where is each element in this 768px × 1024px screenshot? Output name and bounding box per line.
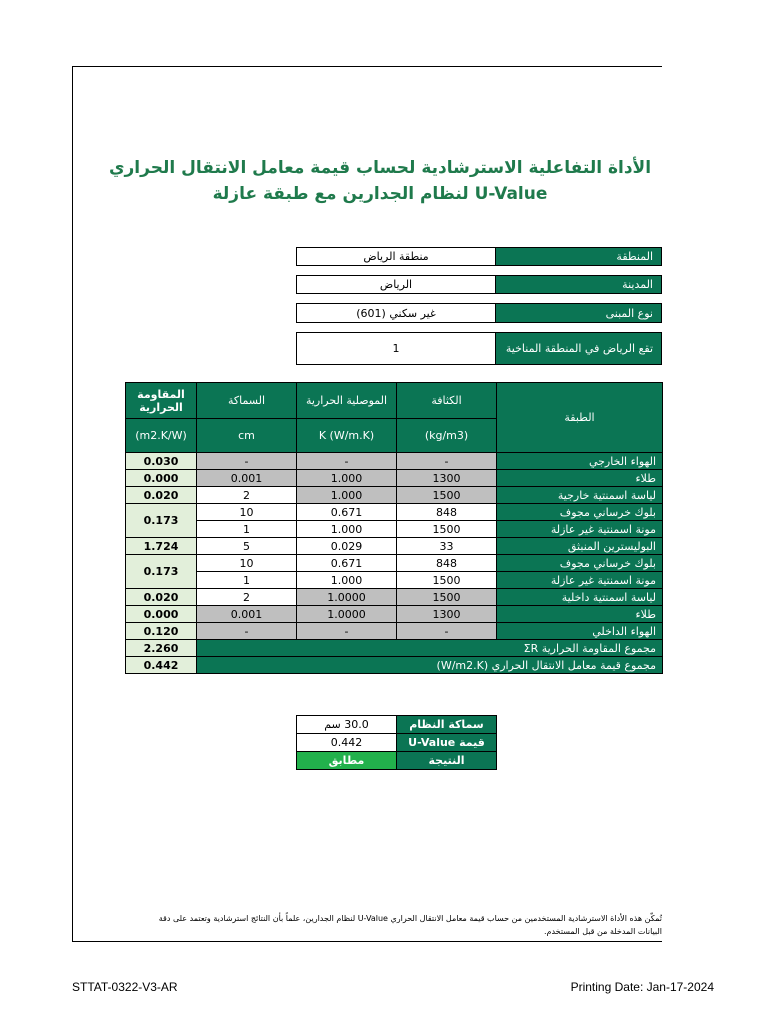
summary-row [297,752,497,770]
header-conductivity: الموصلية الحرارية [297,383,397,419]
cell-density: 1300 [397,470,497,487]
cell-thickness[interactable]: 2 [197,487,297,504]
cell-resistance: 0.173 [126,504,197,538]
header-density: الكثافة [397,383,497,419]
info-building-type-label: نوع المبنى [495,304,661,322]
cell-thickness: - [197,453,297,470]
cell-density[interactable]: 848 [397,504,497,521]
cell-conductivity: 1.000 [297,470,397,487]
cell-layer-name: طلاء [497,606,663,623]
note-line-1: تُمكّن هذه الأداة الاسترشادية المستخدمين من حساب قيمة معامل الانتقال الحراري U-Value لنظام الجدارين، علماً بأن النتائج استرشادية وتعتمد على دقة [158,914,662,923]
cell-conductivity: - [297,453,397,470]
info-climate-zone-value: 1 [297,333,495,364]
info-building-type [296,303,662,323]
cell-density: 1500 [397,487,497,504]
cell-layer-name: البوليسترين المنبثق [497,538,663,555]
cell-layer-name: بلوك خرساني مجوف [497,555,663,572]
printing-date: Printing Date: Jan-17-2024 [570,980,714,994]
cell-layer-name: الهواء الخارجي [497,453,663,470]
cell-layer-name: مونة اسمنتية غير عازلة [497,572,663,589]
table-row [126,538,663,555]
note-line-2: البيانات المدخلة من قبل المستخدم. [543,927,662,936]
cell-layer-name: طلاء [497,470,663,487]
table-row [126,623,663,640]
summary-table [296,715,497,770]
total-resistance-value: 2.260 [126,640,197,657]
total-u-value-label: مجموع قيمة معامل الانتقال الحراري (W/m2.K) [197,657,663,674]
cell-thickness[interactable]: 5 [197,538,297,555]
cell-conductivity: 1.0000 [297,606,397,623]
cell-resistance: 0.020 [126,589,197,606]
u-value-label: قيمة U-Value [397,734,497,752]
cell-resistance: 0.030 [126,453,197,470]
cell-layer-name: لياسة اسمنتية داخلية [497,589,663,606]
unit-thickness: cm [197,419,297,453]
cell-density: 1300 [397,606,497,623]
cell-density[interactable]: 33 [397,538,497,555]
header-resistance: المقاومة الحرارية [126,383,197,419]
table-row [126,453,663,470]
table-row [126,470,663,487]
cell-layer-name: لياسة اسمنتية خارجية [497,487,663,504]
cell-thickness[interactable]: 10 [197,504,297,521]
cell-thickness[interactable]: 2 [197,589,297,606]
table-row [126,589,663,606]
disclaimer-note [100,912,662,938]
total-resistance-label: مجموع المقاومة الحرارية ΣR [197,640,663,657]
info-city-label: المدينة [495,276,661,293]
unit-density: (kg/m3) [397,419,497,453]
info-city [296,275,662,294]
cell-density[interactable]: 1500 [397,521,497,538]
cell-conductivity[interactable]: 0.029 [297,538,397,555]
title-line-2: U-Value لنظام الجدارين مع طبقة عازلة [212,184,548,204]
layers-table [125,382,663,674]
cell-density[interactable]: 848 [397,555,497,572]
cell-resistance: 0.000 [126,606,197,623]
system-thickness-value: 30.0 سم [297,716,397,734]
cell-density[interactable]: 1500 [397,572,497,589]
cell-thickness[interactable]: 1 [197,521,297,538]
cell-layer-name: مونة اسمنتية غير عازلة [497,521,663,538]
cell-thickness[interactable]: 1 [197,572,297,589]
cell-conductivity[interactable]: 0.671 [297,555,397,572]
u-value-value: 0.442 [297,734,397,752]
unit-resistance: (m2.K/W) [126,419,197,453]
total-u-value-row [126,657,663,674]
table-row [126,521,663,538]
cell-density: - [397,453,497,470]
result-label: النتيجة [397,752,497,770]
cell-density: 1500 [397,589,497,606]
table-row [126,504,663,521]
cell-conductivity[interactable]: 1.000 [297,521,397,538]
header-thickness: السماكة [197,383,297,419]
cell-conductivity: - [297,623,397,640]
summary-row [297,716,497,734]
info-climate-zone-label: تقع الرياض في المنطقة المناخية [495,333,661,364]
cell-layer-name: بلوك خرساني مجوف [497,504,663,521]
total-resistance-row [126,640,663,657]
cell-conductivity[interactable]: 1.000 [297,572,397,589]
info-city-value[interactable]: الرياض [297,276,495,293]
cell-density: - [397,623,497,640]
cell-thickness[interactable]: 10 [197,555,297,572]
info-region-label: المنطقة [495,248,661,265]
total-u-value: 0.442 [126,657,197,674]
cell-resistance: 0.020 [126,487,197,504]
cell-resistance: 0.120 [126,623,197,640]
table-row [126,572,663,589]
cell-resistance: 0.000 [126,470,197,487]
info-region [296,247,662,266]
cell-thickness: - [197,623,297,640]
table-row [126,606,663,623]
cell-conductivity: 1.000 [297,487,397,504]
cell-resistance: 0.173 [126,555,197,589]
table-row [126,555,663,572]
unit-conductivity: K (W/m.K) [297,419,397,453]
cell-thickness: 0.001 [197,606,297,623]
result-badge: مطابق [297,752,397,770]
cell-conductivity[interactable]: 0.671 [297,504,397,521]
document-code: STTAT-0322-V3-AR [72,980,178,994]
title-line-1: الأداة التفاعلية الاسترشادية لحساب قيمة معامل الانتقال الحراري [108,158,652,178]
system-thickness-label: سماكة النظام [397,716,497,734]
summary-row [297,734,497,752]
info-building-type-value[interactable]: غير سكني (601) [297,304,495,322]
cell-resistance: 1.724 [126,538,197,555]
cell-layer-name: الهواء الداخلي [497,623,663,640]
header-layer: الطبقة [497,383,663,453]
info-region-value[interactable]: منطقة الرياض [297,248,495,265]
table-row [126,487,663,504]
info-climate-zone [296,332,662,365]
cell-conductivity: 1.0000 [297,589,397,606]
cell-thickness: 0.001 [197,470,297,487]
